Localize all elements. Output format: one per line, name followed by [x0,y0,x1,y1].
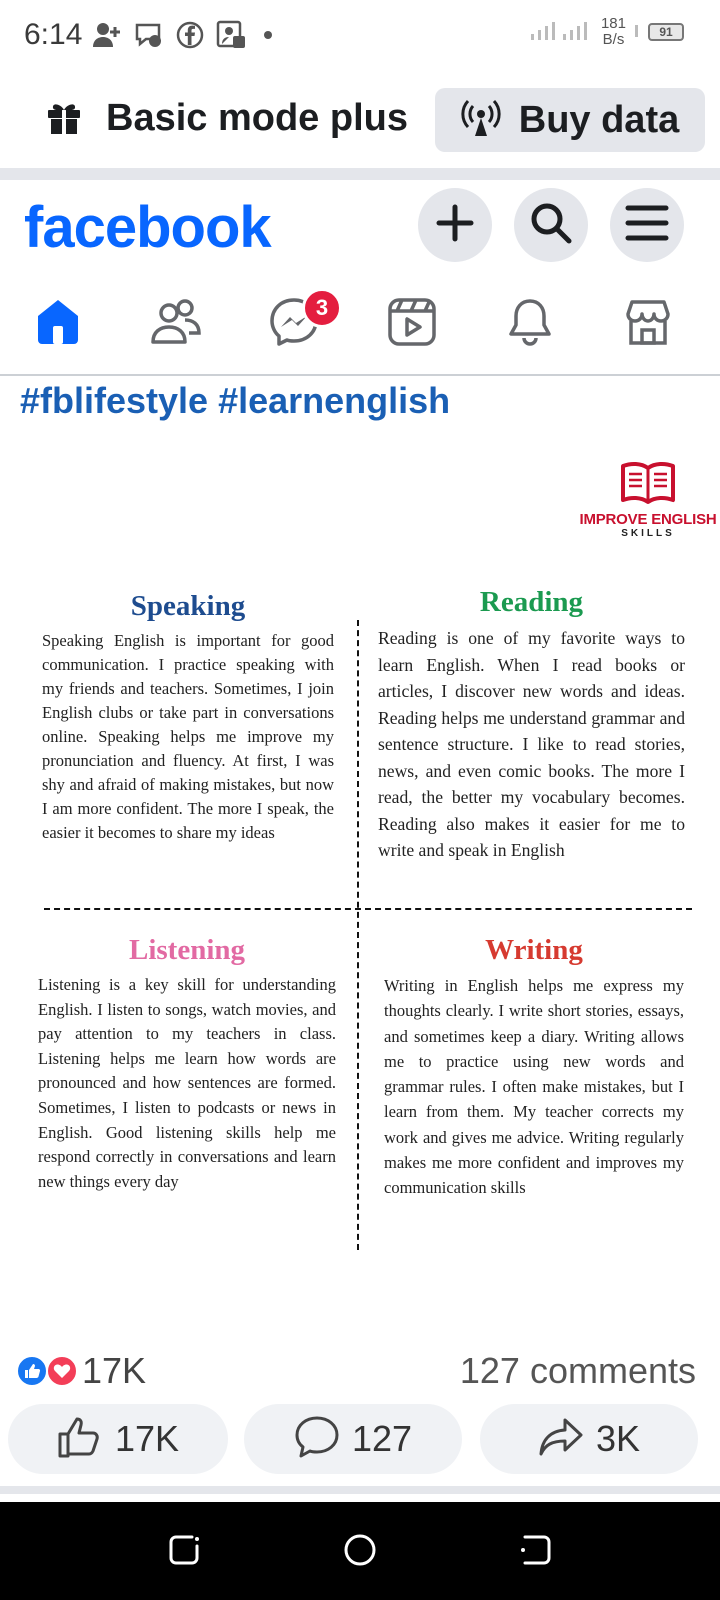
speaking-section [42,590,334,845]
basic-mode-banner [0,86,720,152]
network-speed [601,16,626,48]
profile-page-icon [216,20,246,50]
home-circle-icon [343,1533,377,1572]
love-reaction-icon [46,1355,78,1387]
nav-tabs [0,282,720,372]
back-button[interactable] [518,1534,554,1570]
post-actions [0,1404,720,1476]
tab-notifications[interactable] [500,294,560,354]
recent-apps-icon [167,1533,201,1572]
menu-icon [625,203,669,248]
tab-marketplace[interactable] [618,294,678,354]
comments-count[interactable]: 127 comments [459,1350,696,1391]
horizontal-divider [44,908,692,910]
listening-title: Listening [128,934,246,966]
system-nav-bar [0,1502,720,1600]
video-icon [386,296,438,353]
status-bar [0,0,720,72]
more-notifications-dot [264,31,272,39]
improve-english-logo [578,460,718,539]
search-button[interactable] [514,188,588,262]
recent-apps-button[interactable] [166,1534,202,1570]
facebook-notification-icon [176,21,204,49]
tab-home[interactable] [28,294,88,354]
logo-subtitle: SKILLS [621,528,675,539]
writing-section [384,934,684,1201]
book-icon [619,493,677,510]
home-icon [32,296,84,353]
add-friend-icon [92,21,122,49]
reading-text: Reading is one of my favorite ways to learn English. When I read books or articles, I discover new words and ideas. Reading helps me understand grammar and sentence structure. I like to read stories, news, and even comic books. The more I read, the better my vocabulary becomes. Reading also makes it easier for me to write and speak in English [378,628,685,860]
tab-video[interactable] [382,294,442,354]
speaking-text: Speaking English is important for good communication. I practice speaking with my friends and teachers. Sometimes, I join English clubs or take part in conversations online. Speaking helps me improve my pronunciation and fluency. At first, I was shy and afraid of making mistakes, but now I am more confident. The more I speak, the easier it becomes to share my ideas [42,631,334,842]
buy-data-label: Buy data [518,98,680,141]
tabs-divider [0,374,720,376]
broadcast-icon [461,98,501,143]
like-reaction-icon [16,1355,48,1387]
network-speed-unit: B/s [602,31,625,48]
logo-title: IMPROVE ENGLISH [579,511,717,528]
post-image[interactable] [0,440,720,1260]
thumbs-up-icon [57,1416,103,1463]
friends-icon [149,296,203,353]
writing-title: Writing [485,934,583,966]
speaking-title: Speaking [130,590,246,622]
facebook-logo[interactable]: facebook [24,195,271,260]
battery-icon: 91 [648,23,684,41]
create-button[interactable] [418,188,492,262]
writing-text: Writing in English helps me express my thoughts clearly. I write short stories, essays, and sometimes keep a diary. Writing allows me to practice using new words and grammar rules. I often make mistakes, but I learn from them. My teacher corrects my work and gives me advice. Writing regularly makes me more confident and improves my communication skills [384,976,684,1198]
basic-mode-plus[interactable] [44,96,408,141]
reading-section [378,586,685,864]
messenger-badge: 3 [302,288,342,328]
like-button[interactable] [8,1404,228,1474]
bell-icon [504,296,556,353]
comment-icon [294,1415,340,1464]
signal-small-icon [634,21,640,44]
reactions-summary[interactable] [16,1350,146,1392]
messenger-notification-icon [134,21,164,49]
share-button[interactable] [480,1404,698,1474]
reading-title: Reading [479,586,584,618]
plus-icon [436,204,474,247]
network-speed-value: 181 [600,15,626,32]
comment-button[interactable] [244,1404,462,1474]
notification-icons [92,20,272,50]
like-count: 17K [114,1418,180,1459]
app-header [0,180,720,270]
menu-button[interactable] [610,188,684,262]
signal-icon [529,18,593,47]
listening-section [38,934,336,1194]
listening-text: Listening is a key skill for understanding English. I listen to songs, watch movies, and pay attention to my teachers in class. Listening helps me learn how words are pronounced and how sentences are formed. Sometimes, I listen to podcasts or news in English. Good listening skills help me respond correctly in conversations and learn new things every day [38,975,336,1191]
gift-icon [44,96,84,141]
divider [0,168,720,180]
post-hashtags[interactable]: #fblifestyle #learnenglish [20,380,451,421]
marketplace-icon [622,296,674,353]
vertical-divider [357,620,359,1250]
status-right [529,16,684,48]
status-time: 6:14 [24,18,83,51]
basic-mode-label: Basic mode plus [106,97,408,139]
share-icon [538,1417,584,1462]
buy-data-button[interactable] [435,88,705,152]
search-icon [529,201,573,250]
reaction-count: 17K [82,1350,147,1391]
back-icon [519,1533,553,1572]
share-count: 3K [595,1418,641,1459]
post-divider [0,1486,720,1494]
home-nav-button[interactable] [342,1534,378,1570]
comment-count: 127 [351,1418,413,1459]
tab-friends[interactable] [146,294,206,354]
